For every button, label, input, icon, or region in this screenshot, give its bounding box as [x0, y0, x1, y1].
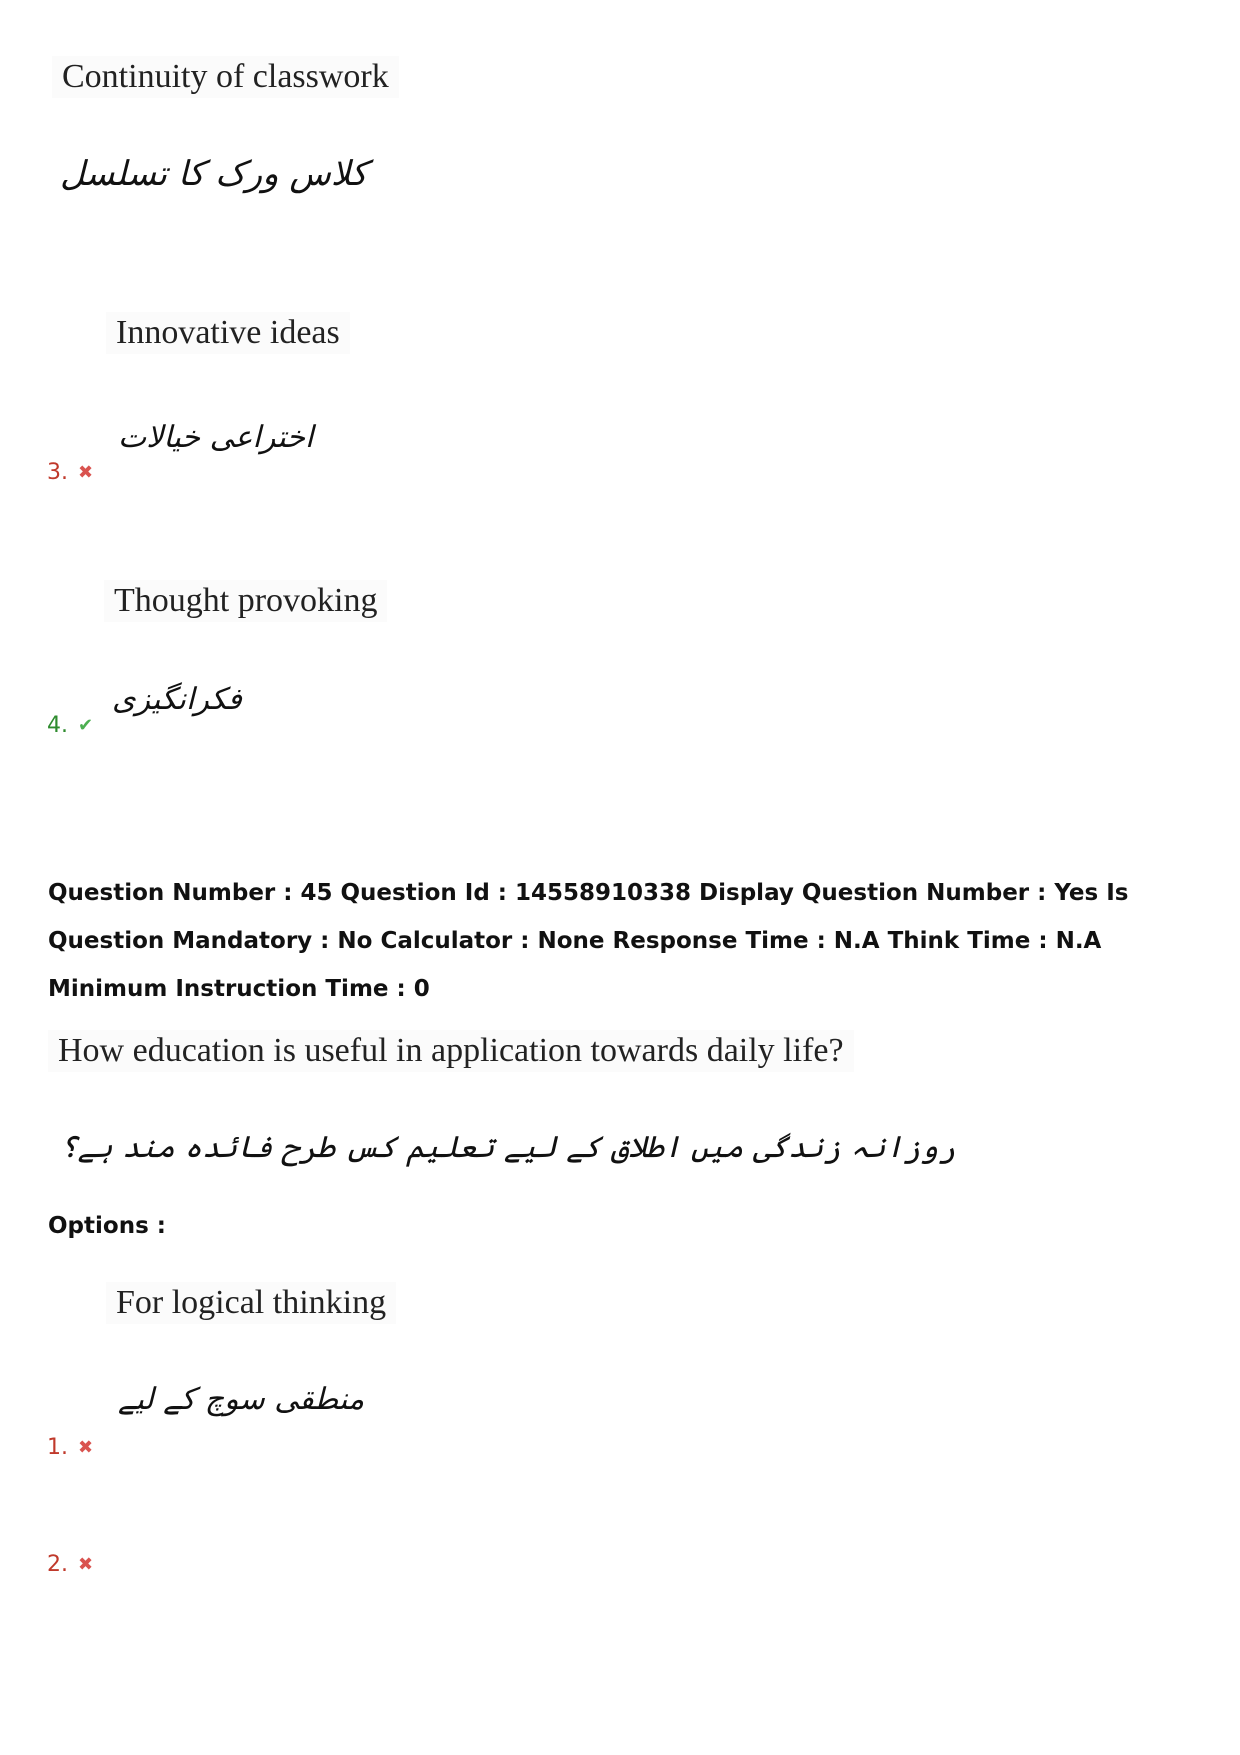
- prev-option-3-text-en: Innovative ideas: [106, 312, 350, 354]
- question-text-ur: روزانہ زندگی میں اطلاق کے لیے تعلیم کس طرح فائدہ مند ہے؟: [60, 1130, 956, 1165]
- option-2[interactable]: [47, 1552, 93, 1578]
- prev-option-3-text-ur: اختراعی خیالات: [118, 420, 314, 455]
- option-number: 4.: [47, 713, 68, 738]
- question-meta: Question Number : 45 Question Id : 14558910338 Display Question Number : Yes Is Question Mandatory : No Calculator : None Response Time : N.A Think Time : N.A Minimum Instruction Time : 0: [48, 880, 1129, 1002]
- prev-option-3[interactable]: [47, 460, 93, 486]
- question-text-en: How education is useful in application towards daily life?: [48, 1030, 854, 1072]
- prev-option-4-text-ur: فکرانگیزی: [112, 682, 242, 717]
- prev-question-stem-ur: کلاس ورک کا تسلسل: [60, 154, 368, 194]
- checkmark-icon: ✔: [78, 715, 94, 736]
- prev-question-stem-en: Continuity of classwork: [52, 56, 399, 98]
- cross-icon: ✖: [78, 462, 94, 483]
- options-label: Options :: [48, 1213, 166, 1239]
- prev-option-4[interactable]: [47, 713, 93, 739]
- option-number: 1.: [47, 1435, 68, 1460]
- option-number: 2.: [47, 1552, 68, 1577]
- cross-icon: ✖: [78, 1554, 94, 1575]
- option-1-text-en: For logical thinking: [106, 1282, 396, 1324]
- prev-option-4-text-en: Thought provoking: [104, 580, 387, 622]
- cross-icon: ✖: [78, 1437, 94, 1458]
- option-1[interactable]: [47, 1435, 93, 1461]
- option-number: 3.: [47, 460, 68, 485]
- option-1-text-ur: منطقی سوچ کے لیے: [118, 1382, 365, 1417]
